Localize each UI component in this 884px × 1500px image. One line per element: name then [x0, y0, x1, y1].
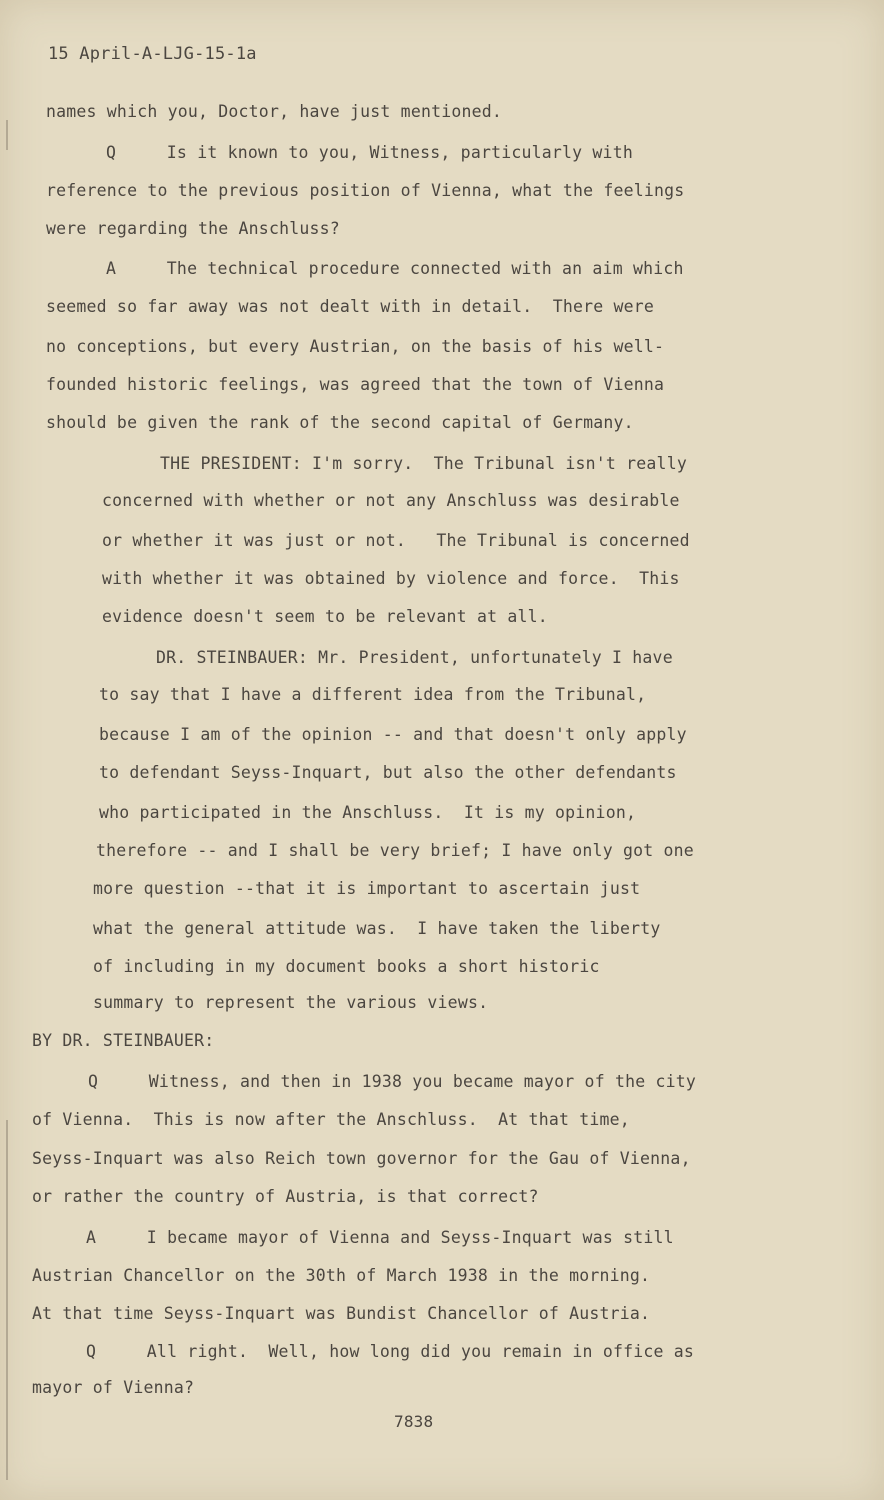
text-line: reference to the previous position of Vienna, what the feelings [46, 181, 685, 200]
text-line: THE PRESIDENT: I'm sorry. The Tribunal isn't really [160, 454, 687, 473]
text-line: seemed so far away was not dealt with in detail. There were [46, 297, 655, 316]
text-line: Q Is it known to you, Witness, particularly with [106, 143, 633, 162]
text-line: to defendant Seyss-Inquart, but also the other defendants [99, 763, 677, 782]
text-line: Q Witness, and then in 1938 you became mayor of the city [88, 1072, 697, 1091]
text-line: of including in my document books a short historic [93, 957, 600, 976]
text-line: summary to represent the various views. [93, 993, 489, 1012]
text-line: or rather the country of Austria, is that correct? [32, 1187, 539, 1206]
text-line: of Vienna. This is now after the Anschluss. At that time, [32, 1110, 630, 1129]
text-line: At that time Seyss-Inquart was Bundist Chancellor of Austria. [32, 1304, 651, 1323]
text-line: with whether it was obtained by violence and force. This [102, 569, 680, 588]
text-line: to say that I have a different idea from the Tribunal, [99, 685, 647, 704]
margin-mark [6, 120, 8, 150]
text-line: what the general attitude was. I have taken the liberty [93, 919, 661, 938]
text-line: were regarding the Anschluss? [46, 219, 340, 238]
margin-mark [6, 1120, 8, 1480]
text-line: who participated in the Anschluss. It is my opinion, [99, 803, 637, 822]
text-line: Q All right. Well, how long did you remain in office as [86, 1342, 695, 1361]
text-line: BY DR. STEINBAUER: [32, 1031, 215, 1050]
text-line: names which you, Doctor, have just mentioned. [46, 102, 503, 121]
document-id: 15 April-A-LJG-15-1a [48, 44, 257, 64]
text-line: Austrian Chancellor on the 30th of March 1938 in the morning. [32, 1266, 651, 1285]
text-line: therefore -- and I shall be very brief; I have only got one [96, 841, 694, 860]
text-line: concerned with whether or not any Anschluss was desirable [102, 491, 680, 510]
text-line: more question --that it is important to ascertain just [93, 879, 641, 898]
page-number: 7838 [394, 1412, 434, 1431]
text-line: DR. STEINBAUER: Mr. President, unfortunately I have [156, 648, 673, 667]
text-line: because I am of the opinion -- and that doesn't only apply [99, 725, 687, 744]
text-line: no conceptions, but every Austrian, on the basis of his well- [46, 337, 665, 356]
text-line: founded historic feelings, was agreed that the town of Vienna [46, 375, 665, 394]
text-line: A The technical procedure connected with an aim which [106, 259, 684, 278]
text-line: A I became mayor of Vienna and Seyss-Inquart was still [86, 1228, 674, 1247]
text-line: evidence doesn't seem to be relevant at all. [102, 607, 548, 626]
text-line: mayor of Vienna? [32, 1378, 195, 1397]
text-line: should be given the rank of the second capital of Germany. [46, 413, 634, 432]
text-line: Seyss-Inquart was also Reich town governor for the Gau of Vienna, [32, 1149, 691, 1168]
text-line: or whether it was just or not. The Tribunal is concerned [102, 531, 690, 550]
